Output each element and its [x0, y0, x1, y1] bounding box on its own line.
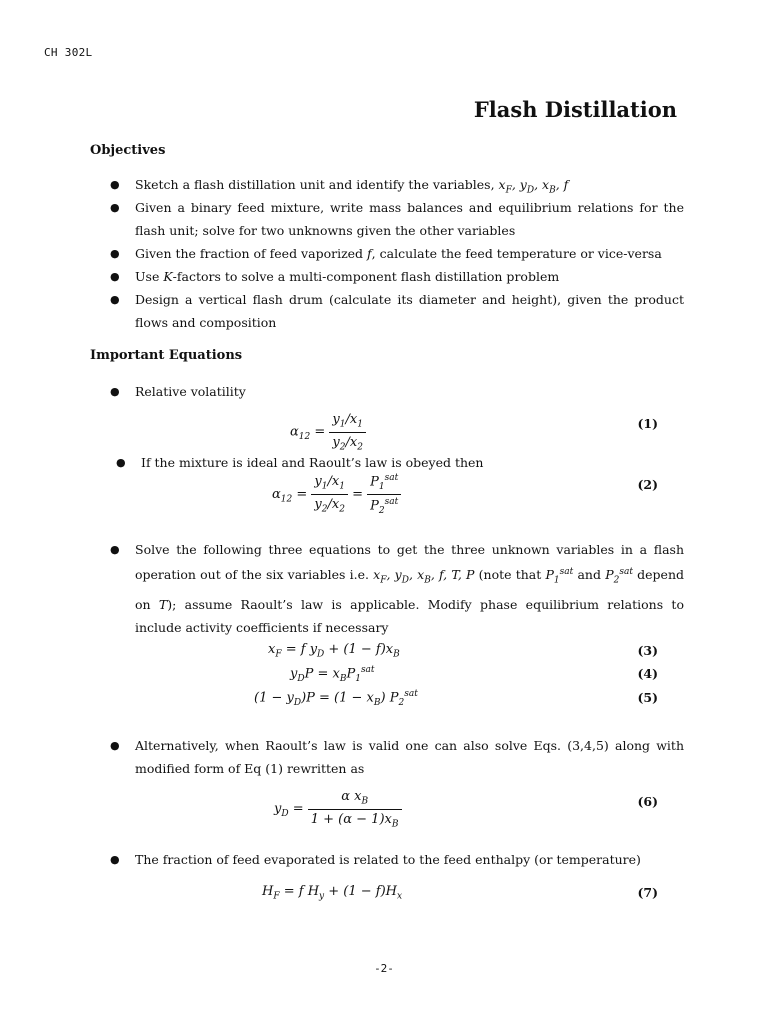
equation-bullet: ● Alternatively, when Raoult’s law is valid one can also solve Eqs. (3,4,5) along with modified form of Eq (1) rewritten as	[110, 734, 684, 780]
equation-bullet: ● Solve the following three equations to get the three unknown variables in a flash operation out of the six variables i.e. $x_F$, $y_D$, $x_B$, f, T, P (note that $P_1^{sat}$ and $P_2^{sat}$ depend on T); assume Raoult’s law is applicable. Modify phase equilibrium relations to include activity coefficients if necessary	[110, 538, 684, 639]
bullet-icon: ●	[110, 178, 120, 191]
bullet-icon: ●	[110, 270, 120, 283]
objective-item: ● Given a binary feed mixture, write mass balances and equilibrium relations for the flash unit; solve for two unknowns given the other variables	[110, 196, 684, 242]
bullet-icon: ●	[110, 293, 120, 306]
page-number: -2-	[374, 962, 394, 975]
objective-item: ● Design a vertical flash drum (calculate its diameter and height), given the product flows and composition	[110, 288, 684, 334]
objective-item: ● Sketch a flash distillation unit and identify the variables, $x_F$, $y_D$, $x_B$, f	[110, 173, 684, 203]
bullet-icon: ●	[110, 247, 120, 260]
objective-item: ● Given the fraction of feed vaporized f, calculate the feed temperature or vice-versa	[110, 242, 684, 265]
bullet-icon: ●	[110, 543, 120, 556]
equation-bullet: ● Relative volatility	[110, 380, 684, 403]
course-code: CH 302L	[44, 46, 93, 59]
equation-bullet: ● If the mixture is ideal and Raoult’s law is obeyed then	[116, 451, 690, 474]
objective-item: ● Use K-factors to solve a multi-component flash distillation problem	[110, 265, 684, 288]
equations-heading: Important Equations	[90, 348, 243, 363]
bullet-icon: ●	[110, 201, 120, 214]
objectives-heading: Objectives	[90, 143, 166, 158]
bullet-icon: ●	[110, 385, 120, 398]
bullet-icon: ●	[110, 739, 120, 752]
bullet-icon: ●	[110, 853, 120, 866]
bullet-icon: ●	[116, 456, 126, 469]
equation-bullet: ● The fraction of feed evaporated is related to the feed enthalpy (or temperature)	[110, 848, 684, 871]
page-title: Flash Distillation	[473, 97, 677, 122]
